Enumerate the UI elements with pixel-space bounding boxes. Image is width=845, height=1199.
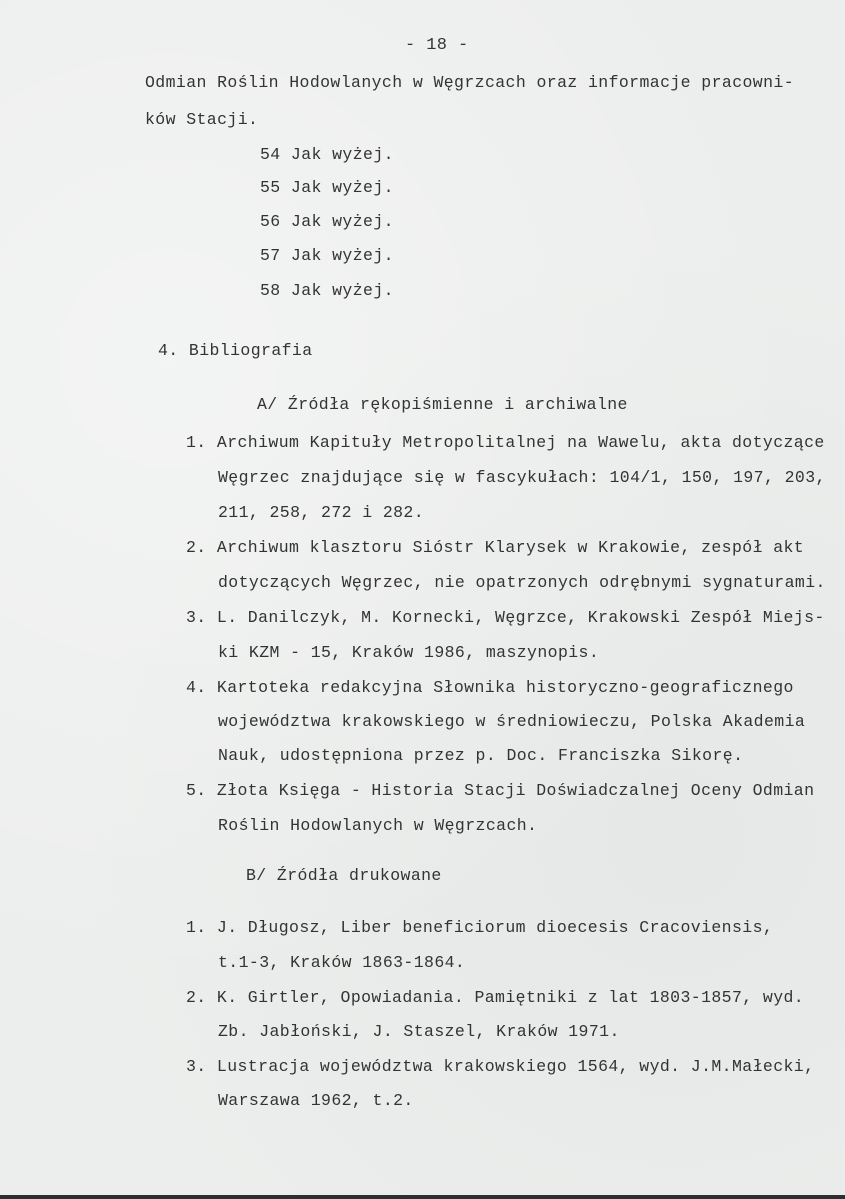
section-heading: 4. Bibliografia	[158, 341, 313, 360]
footnote: 56 Jak wyżej.	[260, 212, 394, 231]
subsection-title-a: A/ Źródła rękopiśmienne i archiwalne	[257, 395, 628, 414]
bibliography-entry-continuation: dotyczących Węgrzec, nie opatrzonych odrębnymi sygnaturami.	[218, 573, 826, 592]
continuation-line: Odmian Roślin Hodowlanych w Węgrzcach oraz informacje pracowni-	[145, 73, 795, 92]
footnote: 55 Jak wyżej.	[260, 178, 394, 197]
bibliography-entry: 3. Lustracja województwa krakowskiego 1564, wyd. J.M.Małecki,	[186, 1057, 815, 1076]
bibliography-entry: 2. K. Girtler, Opowiadania. Pamiętniki z lat 1803-1857, wyd.	[186, 988, 805, 1007]
bibliography-entry-continuation: Zb. Jabłoński, J. Staszel, Kraków 1971.	[218, 1022, 620, 1041]
bibliography-entry-continuation: Warszawa 1962, t.2.	[218, 1091, 414, 1110]
bibliography-entry: 4. Kartoteka redakcyjna Słownika historyczno-geograficznego	[186, 678, 794, 697]
footnote: 57 Jak wyżej.	[260, 246, 394, 265]
bibliography-entry: 1. J. Długosz, Liber beneficiorum dioecesis Cracoviensis,	[186, 918, 774, 937]
bibliography-entry-continuation: t.1-3, Kraków 1863-1864.	[218, 953, 466, 972]
bibliography-entry: 2. Archiwum klasztoru Sióstr Klarysek w Krakowie, zespół akt	[186, 538, 805, 557]
bibliography-entry-continuation: Węgrzec znajdujące się w fascykułach: 104/1, 150, 197, 203,	[218, 468, 826, 487]
page-number: - 18 -	[405, 36, 469, 55]
bibliography-entry-continuation: Nauk, udostępniona przez p. Doc. Franciszka Sikorę.	[218, 746, 744, 765]
scan-bottom-edge	[0, 1195, 845, 1199]
bibliography-entry: 5. Złota Księga - Historia Stacji Doświadczalnej Oceny Odmian	[186, 781, 815, 800]
bibliography-entry-continuation: Roślin Hodowlanych w Węgrzcach.	[218, 816, 538, 835]
footnote: 54 Jak wyżej.	[260, 145, 394, 164]
bibliography-entry: 3. L. Danilczyk, M. Kornecki, Węgrzce, Krakowski Zespół Miejs-	[186, 608, 825, 627]
bibliography-entry-continuation: 211, 258, 272 i 282.	[218, 503, 425, 522]
subsection-title-b: B/ Źródła drukowane	[246, 866, 442, 885]
bibliography-entry: 1. Archiwum Kapituły Metropolitalnej na Wawelu, akta dotyczące	[186, 433, 825, 452]
continuation-line: ków Stacji.	[145, 110, 259, 129]
footnote: 58 Jak wyżej.	[260, 281, 394, 300]
bibliography-entry-continuation: ki KZM - 15, Kraków 1986, maszynopis.	[218, 643, 600, 662]
bibliography-entry-continuation: województwa krakowskiego w średniowieczu, Polska Akademia	[218, 712, 806, 731]
